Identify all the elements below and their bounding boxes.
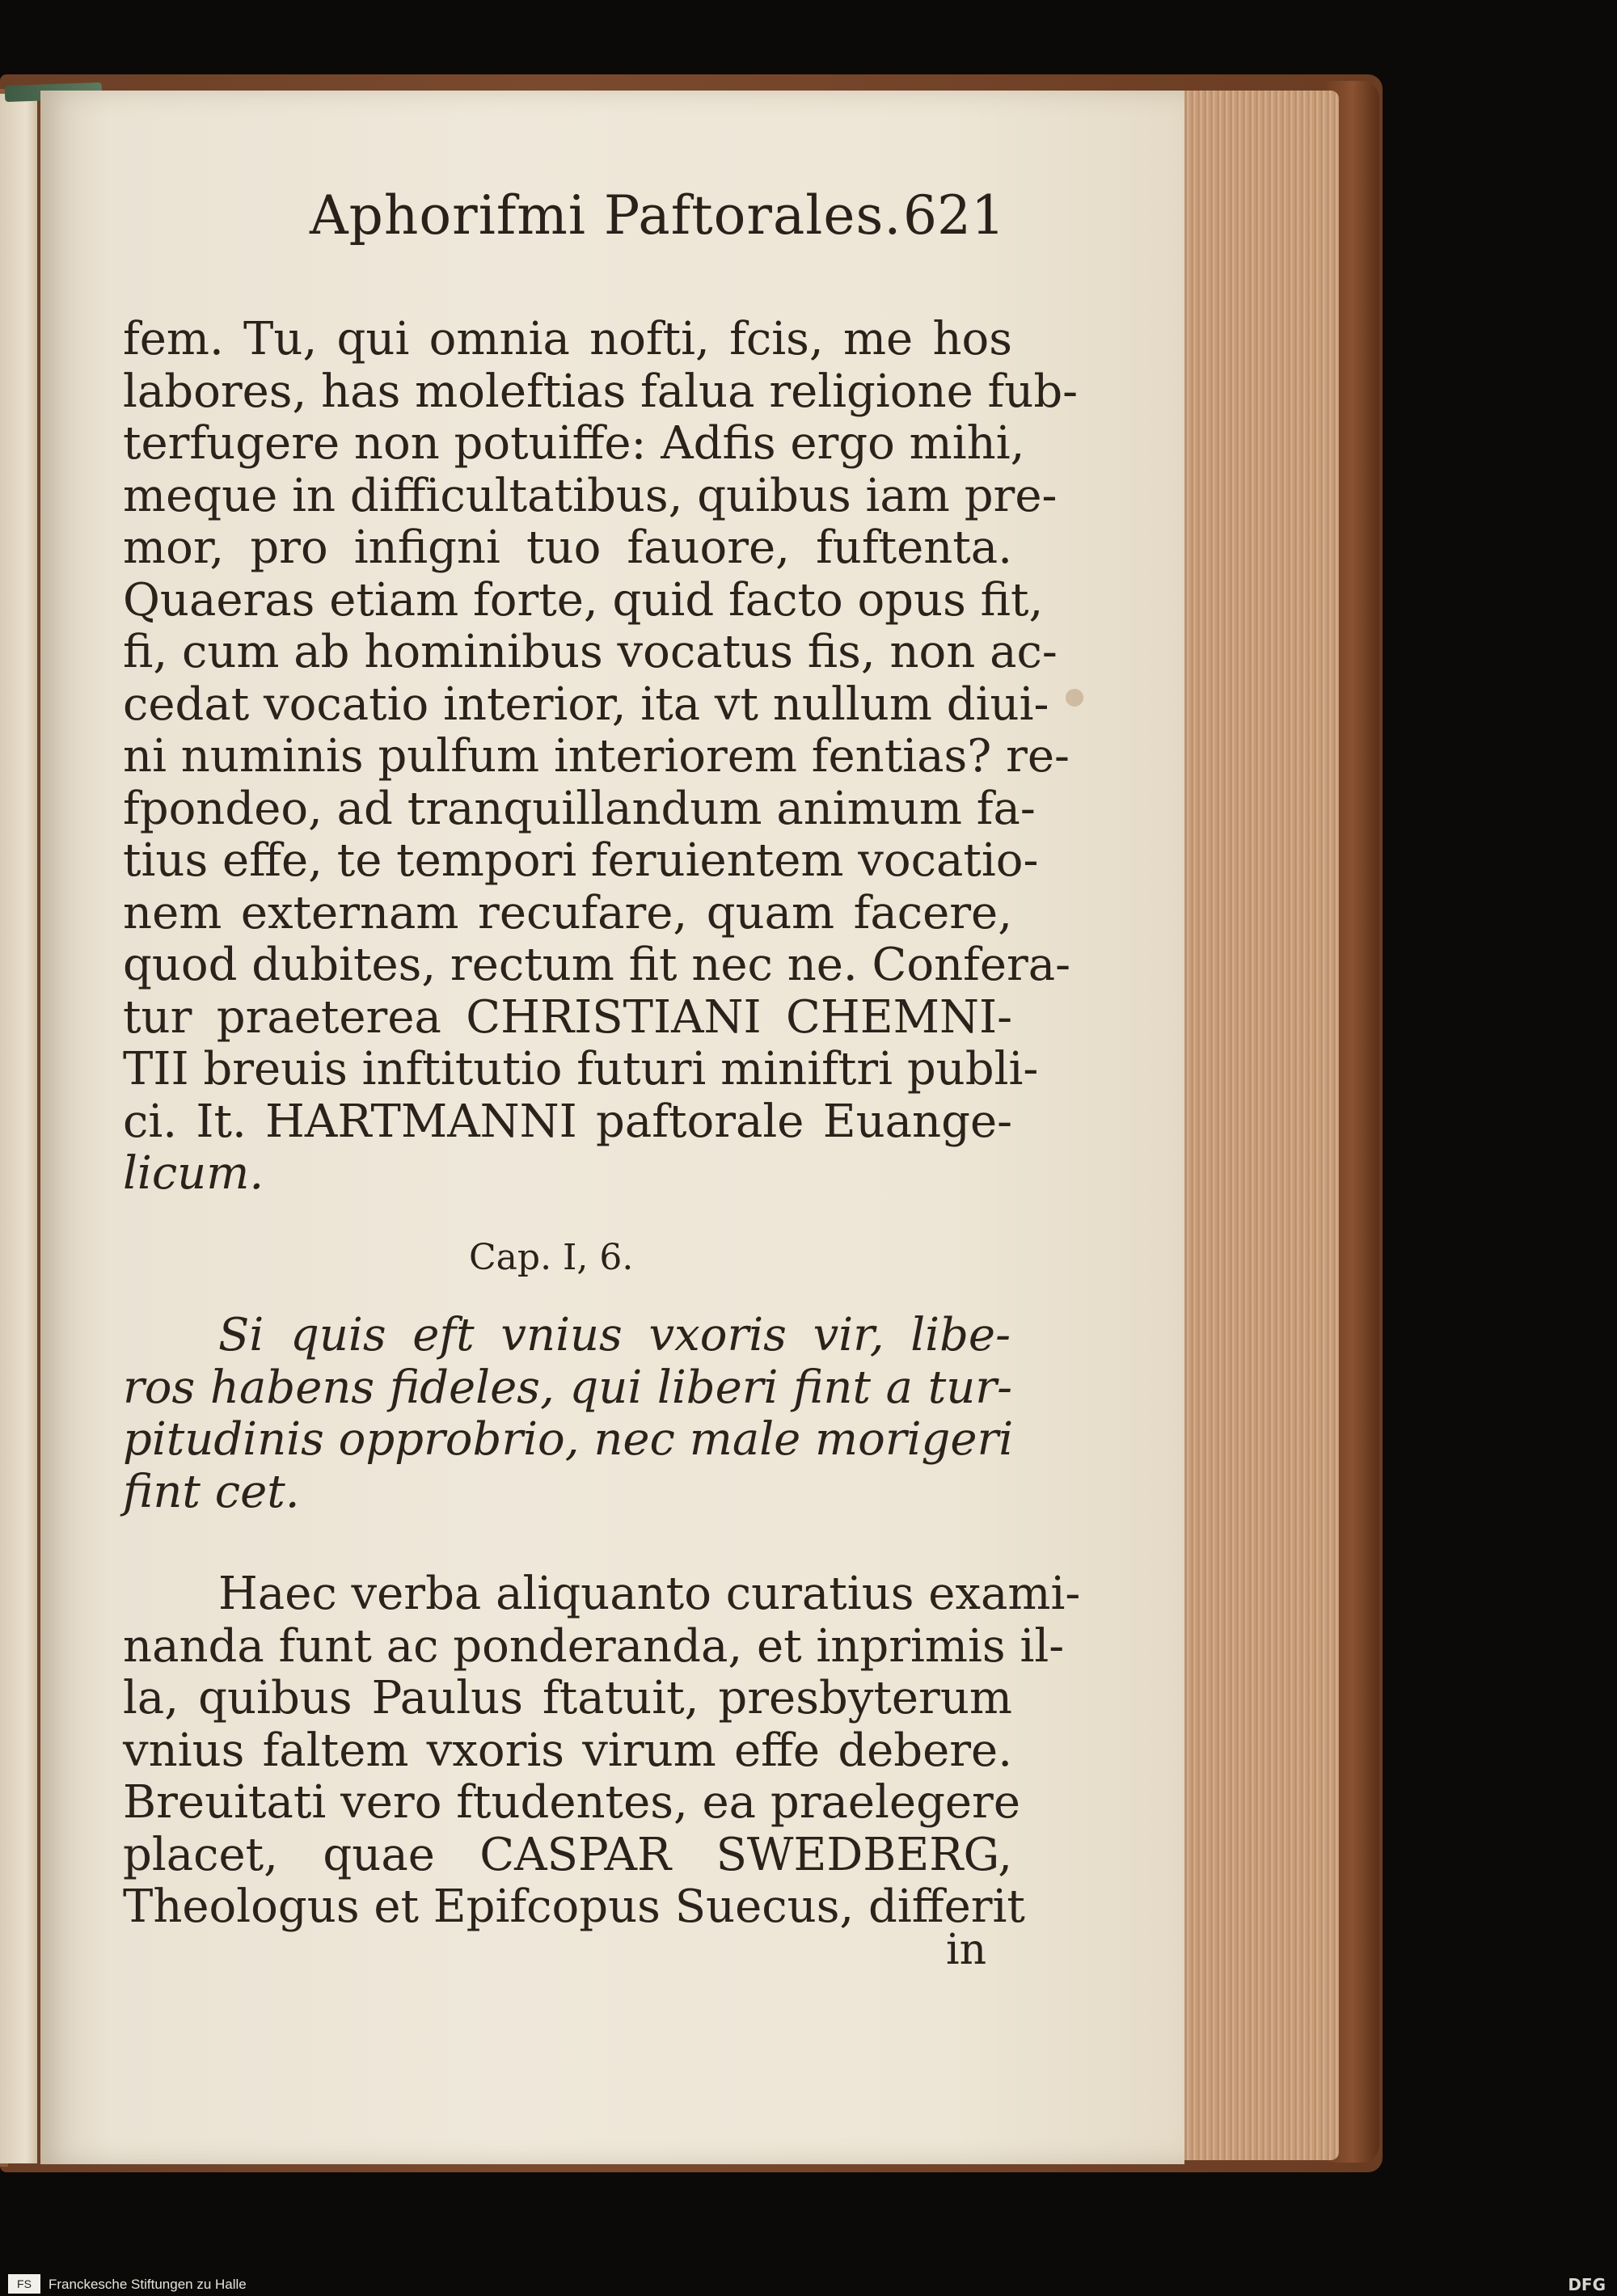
page-header [310,184,1005,265]
text-line: fem. Tu, qui omnia nofti, fcis, me hos [123,313,1012,365]
funder-logo: DFG [1568,2275,1606,2294]
text-line: fi, cum ab hominibus vocatus fis, non ac- [123,626,1058,678]
paragraph-line: placet, quae CASPAR SWEDBERG, [123,1828,1012,1881]
text-line: TII breuis inftitutio futuri miniftri publi- [123,1043,1039,1095]
verso-page-sliver [0,94,37,2163]
verse-line: Si quis eft vnius vxoris vir, libe- [218,1309,1011,1361]
footer-bar [0,2272,1617,2296]
verse-line: ros habens fideles, qui liberi fint a tur- [123,1361,1012,1414]
paragraph-line: Breuitati vero ftudentes, ea praelegere [123,1776,1020,1829]
paragraph-line: Theologus et Epifcopus Suecus, differit [123,1880,1025,1933]
verse-line: pitudinis opprobrio, nec male morigeri [123,1413,1014,1466]
paragraph-line: Haec verba aliquanto curatius exami- [218,1568,1081,1620]
text-line: licum. [123,1147,264,1200]
text-line: Quaeras etiam forte, quid facto opus fit, [123,573,1044,627]
text-line: tius effe, te tempori feruientem vocatio- [123,834,1039,887]
text-line: meque in difficultatibus, quibus iam pre- [123,469,1058,522]
running-head: Aphorifmi Paftorales. [310,184,902,247]
text-line: tur praeterea CHRISTIANI CHEMNI- [123,990,1012,1044]
paragraph-line: nanda funt ac ponderanda, et inprimis il- [123,1619,1065,1673]
text-line: fpondeo, ad tranquillandum animum fa- [123,782,1036,835]
paragraph-line: la, quibus Paulus ftatuit, presbyterum [123,1672,1012,1724]
verse-line: fint cet. [123,1465,300,1518]
paper-stain [1066,689,1083,707]
text-line: mor, pro infigni tuo fauore, fuftenta. [123,521,1012,574]
text-line: terfugere non potuiffe: Adfis ergo mihi, [123,417,1025,470]
paragraph-line: vnius faltem vxoris virum effe debere. [123,1724,1012,1777]
institution-credit: Franckesche Stiftungen zu Halle [49,2277,247,2292]
chapter-reference: Cap. I, 6. [469,1237,634,1278]
text-line: ci. It. HARTMANNI paftorale Euange- [123,1095,1012,1148]
text-line: quod dubites, rectum fit nec ne. Confera- [123,939,1071,991]
institution-logo: FS [8,2274,40,2294]
catchword: in [946,1926,987,1974]
text-line: ni numinis pulfum interiorem fentias? re- [123,730,1070,783]
text-line: cedat vocatio interior, ita vt nullum diui- [123,677,1049,731]
text-line: labores, has moleftias falua religione fub- [123,365,1079,418]
page-number: 621 [903,184,1005,247]
page-edges [1179,91,1339,2160]
text-line: nem externam recufare, quam facere, [123,886,1012,939]
